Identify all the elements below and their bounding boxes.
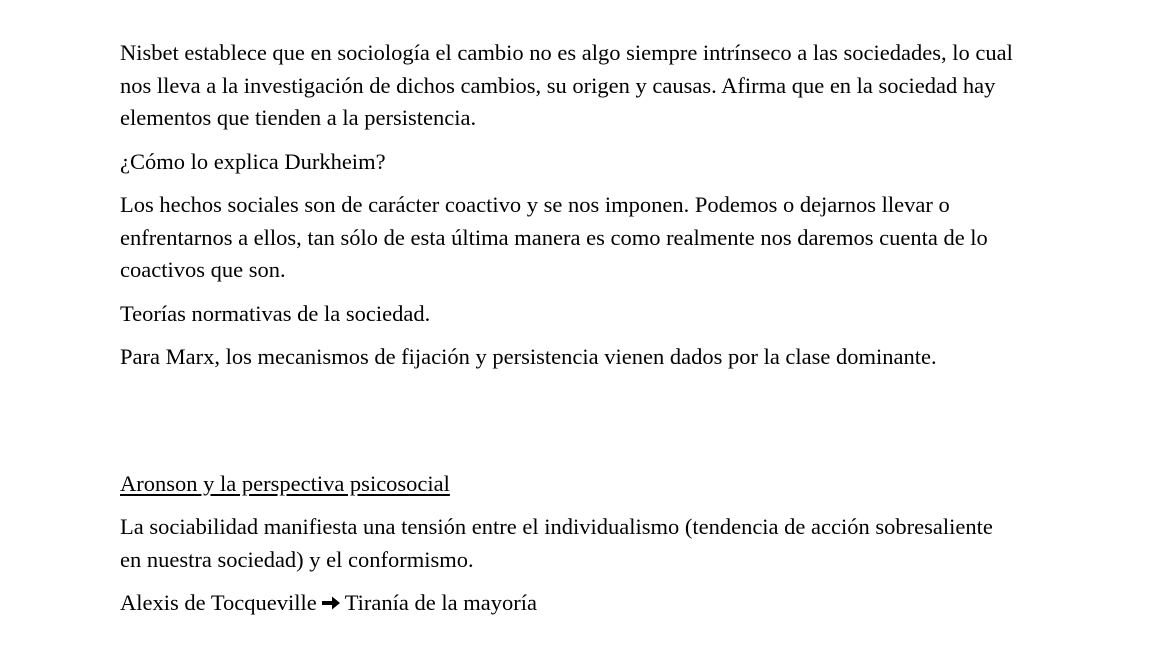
section-heading: Aronson y la perspectiva psicosocial: [120, 470, 450, 496]
tocqueville-line: [120, 587, 1040, 620]
tirania-label: Tiranía de la mayoría: [344, 590, 537, 615]
tocqueville-label: Alexis de Tocqueville: [120, 590, 317, 615]
paragraph-marx: Para Marx, los mecanismos de fijación y persistencia vienen dados por la clase dominante.: [120, 344, 937, 369]
blank-space: [120, 385, 1040, 468]
paragraph-sociabilidad: La sociabilidad manifiesta una tensión entre el individualismo (tendencia de acción sobresaliente en nuestra sociedad) y el conformismo.: [120, 514, 993, 572]
document-page: [120, 37, 1040, 631]
right-arrow-icon: [321, 587, 341, 620]
paragraph-hechos-sociales: Los hechos sociales son de carácter coactivo y se nos imponen. Podemos o dejarnos llevar o enfrentarnos a ellos, tan sólo de esta última manera es como realmente nos daremos cuenta de lo coactivos que son.: [120, 192, 988, 282]
paragraph-teorias-normativas: Teorías normativas de la sociedad.: [120, 300, 431, 326]
paragraph-durkheim-question: ¿Cómo lo explica Durkheim?: [120, 148, 386, 174]
paragraph-nisbet: Nisbet establece que en sociología el cambio no es algo siempre intrínseco a las sociedades, lo cual nos lleva a la investigación de dichos cambios, su origen y causas. Afirma que en la sociedad hay elementos que tienden a la persistencia.: [120, 40, 1013, 130]
